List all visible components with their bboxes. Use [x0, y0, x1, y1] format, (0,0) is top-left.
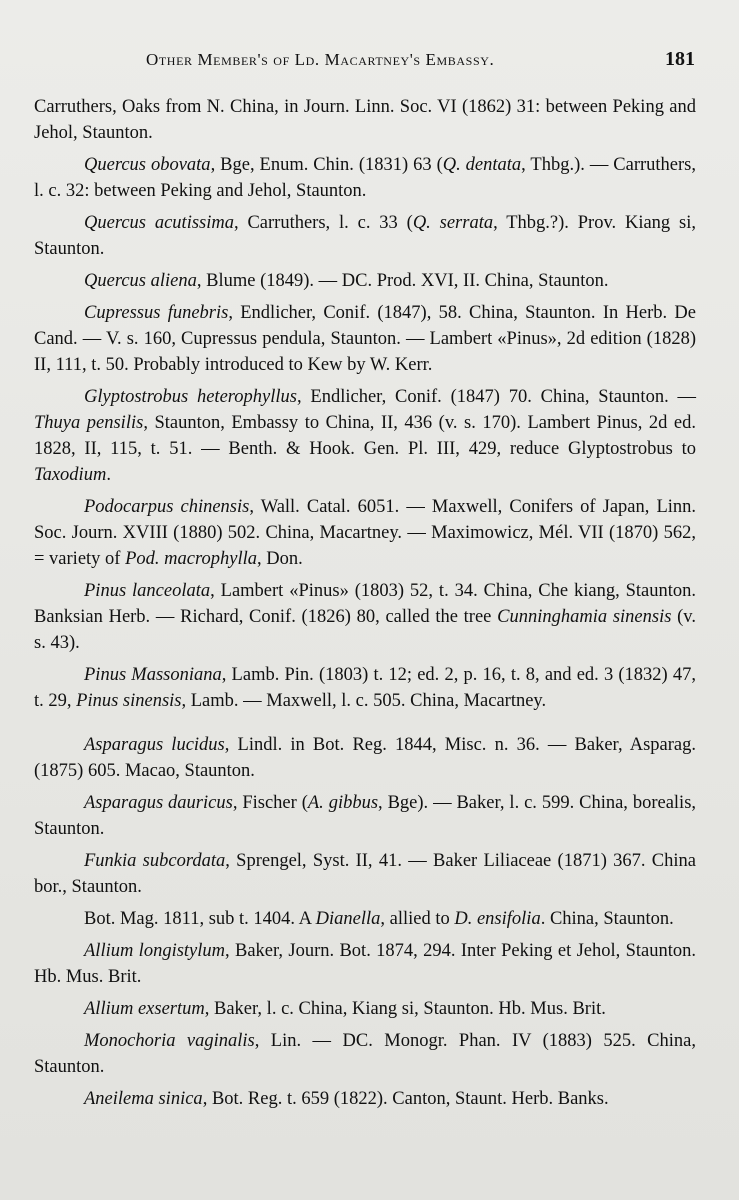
entry-text: , Sprengel, Syst. II, 41. — Baker Liliaceae (1871) 367. China bor., Staunton. — [34, 851, 696, 897]
entry-text: (v. s. 43). — [34, 607, 696, 653]
entry-paragraph — [34, 210, 696, 262]
entry-text: , Lindl. in Bot. Reg. 1844, Misc. n. 36. — Baker, Asparag. (1875) 605. Macao, Staunton. — [34, 735, 696, 781]
species-name: Glyptostrobus heterophyllus — [84, 387, 297, 407]
entry-text: , Lamb. Pin. (1803) t. 12; ed. 2, p. 16, t. 8, and ed. 3 (1832) 47, t. 29, — [34, 665, 696, 711]
entry-paragraph — [34, 938, 696, 990]
entry-paragraph — [34, 906, 696, 932]
entry-paragraph — [34, 268, 696, 294]
entry-text: , Blume (1849). — DC. Prod. XVI, II. China, Staunton. — [196, 271, 609, 291]
entry-paragraph — [34, 152, 696, 204]
entry-text: . China, Staunton. — [540, 909, 674, 929]
species-name: Podocarpus chinensis — [84, 497, 250, 517]
entry-text: , Lambert «Pinus» (1803) 52, t. 34. China, Che kiang, Staunton. Banksian Herb. — Richard, Conif. (1826) 80, called the tree — [34, 581, 697, 627]
entry-text: , allied to — [380, 909, 455, 929]
species-name: Allium longistylum — [84, 941, 226, 961]
entry-text: , Bge, Enum. Chin. (1831) 63 ( — [210, 155, 443, 175]
entry-text: , Endlicher, Conif. (1847) 70. China, Staunton. — — [296, 387, 696, 407]
entry-text: , Fischer ( — [232, 793, 308, 813]
entry-paragraph — [34, 732, 696, 784]
species-name: Aneilema sinica — [84, 1089, 203, 1109]
entry-text: , Bot. Reg. t. 659 (1822). Canton, Staunt. Herb. Banks. — [202, 1089, 609, 1109]
synonym-name: A. gibbus — [307, 793, 379, 813]
species-name: Monochoria vaginalis — [84, 1031, 255, 1051]
species-name: Allium exsertum — [84, 999, 205, 1019]
entry-paragraph — [34, 578, 696, 656]
running-head — [0, 46, 739, 76]
synonym-name: Pinus sinensis — [76, 691, 182, 711]
species-name: Cupressus funebris — [84, 303, 229, 323]
entry-text: , Bge). — Baker, l. c. 599. China, borealis, Staunton. — [34, 793, 697, 839]
running-title: Other Member's of Ld. Macartney's Embassy. — [146, 50, 495, 69]
entry-text: , Lin. — DC. Monogr. Phan. IV (1883) 525. China, Staunton. — [34, 1031, 696, 1077]
entry-text: , Baker, Journ. Bot. 1874, 294. Inter Peking et Jehol, Staunton. Hb. Mus. Brit. — [34, 941, 696, 987]
entry-text: , Staunton, Embassy to China, II, 436 (v. s. 170). Lambert Pinus, 2d ed. 1828, II, 115, t. 51. — Benth. & Hook. Gen. Pl. III, 429, reduce Glyptostrobus to — [34, 413, 697, 459]
species-name: Quercus aliena — [84, 271, 197, 291]
entry-text: , Endlicher, Conif. (1847), 58. China, Staunton. In Herb. De Cand. — V. s. 160, Cupressus pendula, Staunton. — Lambert «Pinus», 2d edition (1828) II, 111, t. 50. Probably introduced to Kew by W. Kerr. — [34, 303, 696, 375]
species-name: Asparagus lucidus — [84, 735, 225, 755]
synonym-name: Pod. macrophylla — [125, 549, 257, 569]
entry-paragraph — [34, 996, 696, 1022]
species-name: Asparagus dauricus — [84, 793, 233, 813]
entry-text: , Don. — [256, 549, 303, 569]
entry-text: Carruthers, Oaks from N. China, in Journ. Linn. Soc. VI (1862) 31: between Peking and Jehol, Staunton. — [34, 97, 696, 143]
species-name: Funkia subcordata — [84, 851, 226, 871]
entry-text: , Lamb. — Maxwell, l. c. 505. China, Macartney. — [181, 691, 547, 711]
species-name: Pinus lanceolata — [84, 581, 211, 601]
entry-text: , Carruthers, l. c. 33 ( — [233, 213, 413, 233]
entry-paragraph — [34, 494, 696, 572]
entry-paragraph — [34, 790, 696, 842]
entry-text: , Thbg.). — Carruthers, l. c. 32: between Peking and Jehol, Staunton. — [34, 155, 696, 201]
species-name: Quercus obovata — [84, 155, 211, 175]
synonym-name: Taxodium — [34, 465, 107, 485]
entry-paragraph — [34, 300, 696, 378]
entry-paragraph — [34, 848, 696, 900]
entry-paragraph — [34, 384, 696, 488]
synonym-name: Q. serrata — [412, 213, 494, 233]
synonym-name: D. ensifolia — [454, 909, 541, 929]
entry-text: . — [106, 465, 111, 485]
entry-paragraph — [34, 662, 696, 714]
synonym-name: Q. dentata — [442, 155, 522, 175]
entry-text: , Wall. Catal. 6051. — Maxwell, Conifers of Japan, Linn. Soc. Journ. XVIII (1880) 502. China, Macartney. — Maximowicz, Mél. VII (1870) 562, = variety of — [34, 497, 697, 569]
species-name: Pinus Massoniana — [84, 665, 222, 685]
entry-text: , Thbg.?). Prov. Kiang si, Staunton. — [34, 213, 696, 259]
species-name: Quercus acutissima — [84, 213, 234, 233]
page-body — [34, 94, 696, 1118]
entry-paragraph — [34, 1028, 696, 1080]
entry-paragraph — [34, 94, 696, 146]
page-number: 181 — [665, 48, 695, 70]
entry-text: , Baker, l. c. China, Kiang si, Staunton. Hb. Mus. Brit. — [204, 999, 606, 1019]
entry-text: Bot. Mag. 1811, sub t. 1404. A — [84, 909, 316, 929]
synonym-name: Cunninghamia sinensis — [497, 607, 672, 627]
synonym-name: Thuya pensilis — [34, 413, 144, 433]
entry-paragraph — [34, 1086, 696, 1112]
synonym-name: Dianella — [315, 909, 381, 929]
